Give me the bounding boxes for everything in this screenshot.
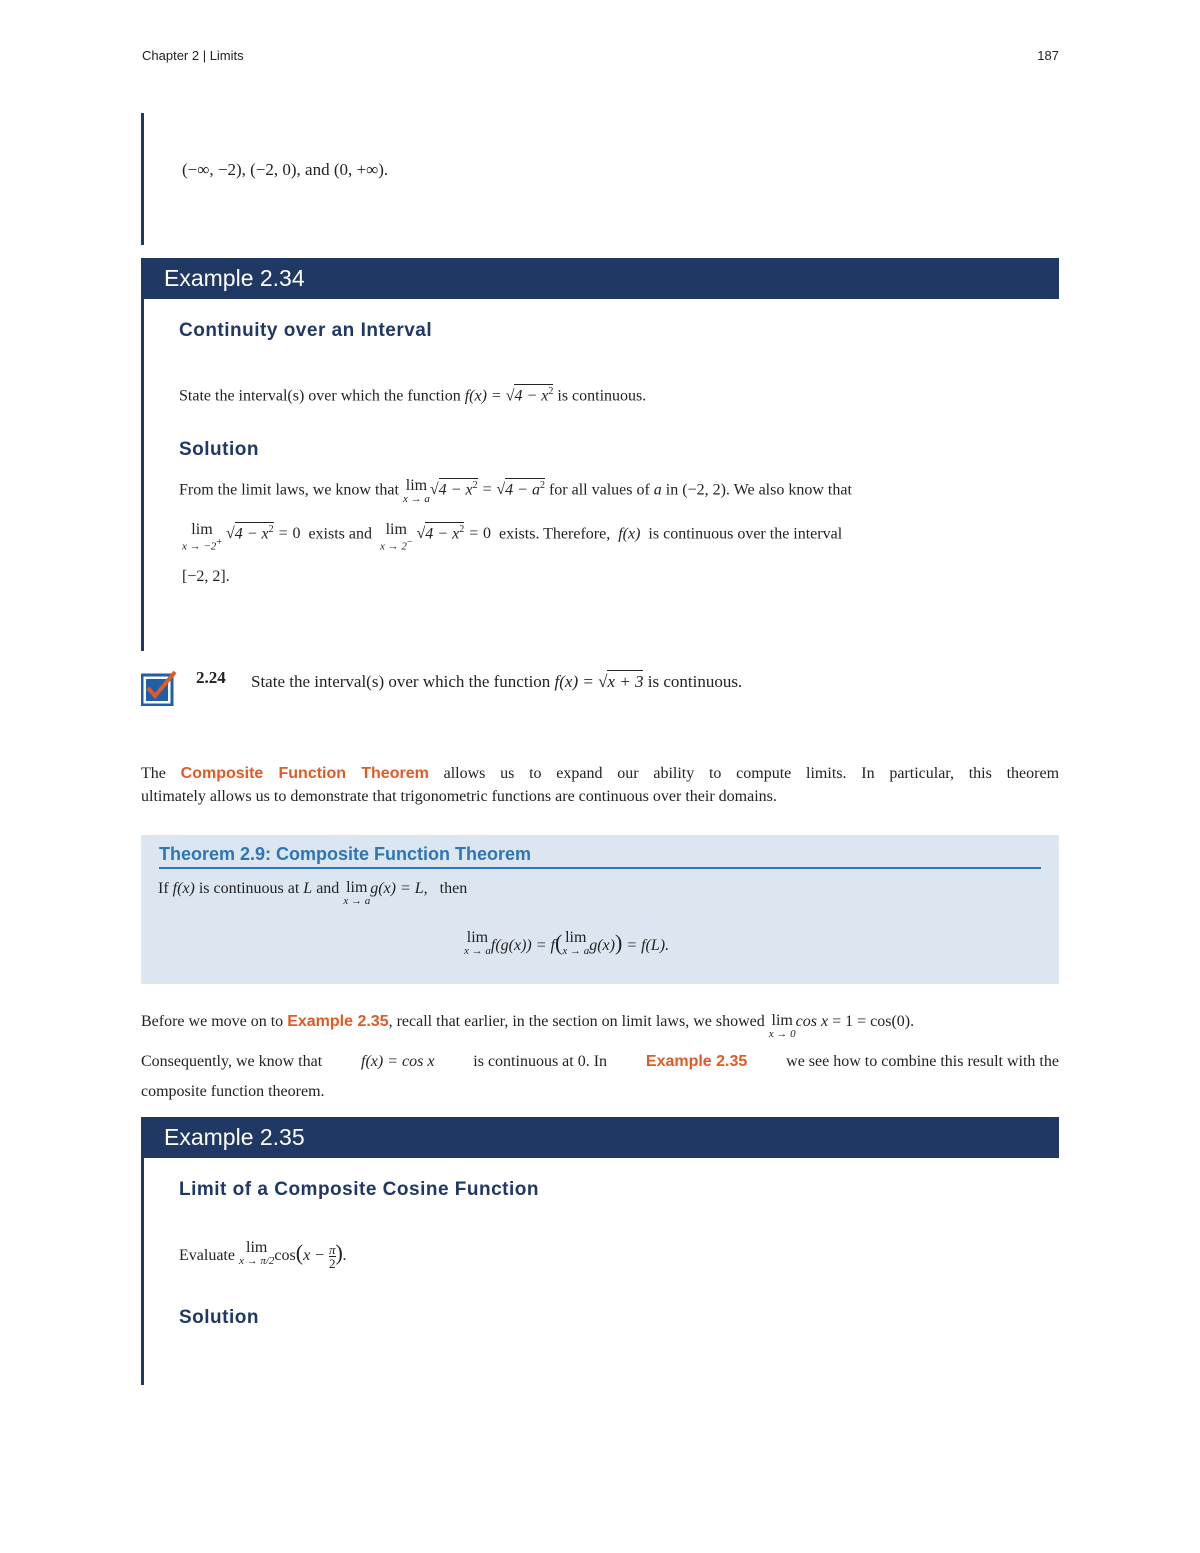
theorem-title: Theorem 2.9: Composite Function Theorem (159, 844, 1041, 869)
limit-expression: lim x → a (402, 477, 430, 505)
theorem-conclusion: lim x → a f(g(x)) = f( lim x → a g(x)) = f(L). (464, 929, 670, 957)
sol-interval: (−2, 2). (682, 481, 730, 499)
statement-root: $4 - x^2$ (514, 386, 554, 405)
checkpoint-fx: f(x) = (554, 672, 599, 691)
sol-text: From the limit laws, we know that (179, 481, 399, 499)
composite-theorem-term: Composite Function Theorem (180, 765, 429, 782)
intervals-result: (−∞, −2), (−2, 0), and (0, +∞). (182, 160, 389, 179)
solution-heading: Solution (179, 439, 259, 460)
theorem-fx: f(x) (172, 880, 195, 897)
solution-heading: Solution (179, 1307, 259, 1328)
limit-expression: lim x → 0 (768, 1012, 796, 1040)
example-title: Limit of a Composite Cosine Function (179, 1179, 539, 1200)
composite-paragraph-line-1 (141, 765, 1059, 783)
example-banner-label: Example 2.34 (164, 265, 305, 291)
statement-post: is continuous. (557, 387, 647, 405)
checkpoint-text: State the interval(s) over which the function (251, 672, 551, 691)
theorem-L: L (303, 880, 313, 897)
before-paragraph-line-3: composite function theorem. (141, 1083, 325, 1100)
example-2-35-link[interactable]: Example 2.35 (645, 1053, 748, 1070)
limit-expression: lim x → π/2 (238, 1239, 275, 1267)
theorem-text: and (316, 880, 340, 897)
sol-text: is continuous over the interval (648, 525, 843, 543)
para-text: The (141, 765, 166, 782)
example-banner (141, 258, 1059, 299)
sol-text: for all values of (548, 481, 650, 499)
solution-line-2: lim x → −2+ $√4 - x^2 = 0$ exists and lim x → 2− $√4 - x^2 = 0$ exists. Therefore, f(x) is continuous over the interval (182, 521, 843, 553)
fx-cos: f(x) = cos x (361, 1053, 435, 1070)
example-title: Continuity over an Interval (179, 320, 433, 341)
para-text: is continuous at 0. In (473, 1053, 608, 1070)
checkpoint-text: is continuous. (647, 672, 743, 691)
para-text: Before we move on to (141, 1013, 284, 1030)
example-left-rule (141, 113, 144, 245)
theorem-text: is continuous at (198, 880, 300, 897)
before-paragraph-line-1: Before we move on to Example 2.35, recall that earlier, in the section on limit laws, we showed lim x → 0 cos x = 1 = cos(0). (141, 1012, 915, 1040)
theorem-box (141, 835, 1059, 984)
example-left-rule (141, 1158, 144, 1385)
solution-line-3: [−2, 2]. (182, 568, 230, 585)
before-paragraph-line-2 (141, 1053, 1059, 1071)
para-text: , recall that earlier, in the section on limit laws, we showed (388, 1013, 765, 1030)
statement-pre: State the interval(s) over which the function (179, 387, 461, 405)
theorem-text: If (158, 880, 169, 897)
sol-var-a: a (653, 481, 662, 499)
sol-text: We also know that (733, 481, 852, 499)
page-number: 187 (1037, 48, 1059, 63)
sol-text: exists. Therefore, (499, 525, 611, 543)
example-banner (141, 1117, 1059, 1158)
checkpoint-number: 2.24 (196, 668, 226, 687)
example-statement: State the interval(s) over which the function $f(x) = √4 - x^2$ is continuous. (179, 386, 647, 405)
para-text: Consequently, we know that (141, 1053, 323, 1070)
solution-line-1: From the limit laws, we know that lim x → a $√4 - x^2 = √4 - a^2$ for all values of a in (−2, 2). We also know that (179, 477, 852, 505)
sol-text: exists and (308, 525, 372, 543)
limit-expression: lim x → −2+ (182, 521, 222, 553)
example-left-rule (141, 299, 144, 651)
composite-paragraph-line-2: ultimately allows us to demonstrate that trigonometric functions are continuous over their domains. (141, 788, 777, 805)
limit-expression: lim x → a (343, 879, 371, 907)
example-banner-label: Example 2.35 (164, 1124, 305, 1150)
running-header-chapter: Chapter 2 | Limits (142, 48, 244, 63)
example-2-35-link[interactable]: Example 2.35 (287, 1013, 389, 1030)
para-text: allows us to expand our ability to compute limits. In particular, this theorem (443, 765, 1060, 782)
theorem-text: then (439, 880, 468, 897)
theorem-hypothesis: If f(x) is continuous at L and lim x → a g(x) = L, then (158, 879, 468, 907)
limit-expression: lim x → 2− (379, 521, 413, 553)
evaluate-text: Evaluate (179, 1247, 235, 1264)
checkpoint-statement: State the interval(s) over which the function f(x) = √x + 3 is continuous. (251, 672, 743, 691)
para-text: we see how to combine this result with the (786, 1053, 1059, 1070)
sol-text: in (665, 481, 679, 499)
checkpoint-checkbox-icon (141, 670, 175, 704)
checkpoint-root: x + 3 (607, 672, 644, 691)
statement-fx: f(x) = (464, 387, 506, 405)
example-statement: Evaluate lim x → π/2 cos(x − $\frac{\pi}{2}$ ). (179, 1239, 347, 1271)
sol-fx: f(x) (618, 525, 641, 543)
